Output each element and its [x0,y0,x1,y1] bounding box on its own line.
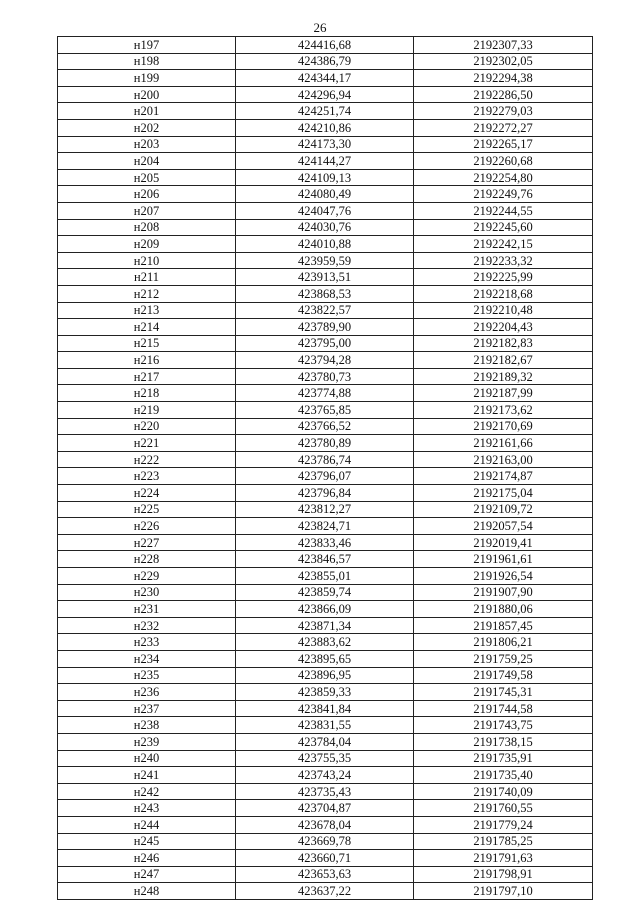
x-coordinate-cell: 424251,74 [236,103,414,120]
point-id-cell: н218 [58,385,236,402]
point-id-cell: н215 [58,335,236,352]
y-coordinate-cell: 2192161,66 [414,435,593,452]
point-id-cell: н208 [58,219,236,236]
table-row [58,186,593,203]
table-row [58,634,593,651]
point-id-cell: н204 [58,153,236,170]
coordinates-table [57,36,593,900]
y-coordinate-cell: 2191961,61 [414,551,593,568]
point-id-cell: н206 [58,186,236,203]
point-id-cell: н241 [58,767,236,784]
table-row [58,568,593,585]
point-id-cell: н203 [58,136,236,153]
x-coordinate-cell: 423913,51 [236,269,414,286]
table-row [58,402,593,419]
x-coordinate-cell: 423780,89 [236,435,414,452]
point-id-cell: н207 [58,202,236,219]
y-coordinate-cell: 2192218,68 [414,285,593,302]
y-coordinate-cell: 2192170,69 [414,418,593,435]
x-coordinate-cell: 423780,73 [236,368,414,385]
y-coordinate-cell: 2191797,10 [414,883,593,900]
y-coordinate-cell: 2191735,40 [414,767,593,784]
coordinates-table-body [58,37,593,900]
x-coordinate-cell: 423765,85 [236,402,414,419]
point-id-cell: н223 [58,468,236,485]
point-id-cell: н210 [58,252,236,269]
table-row [58,70,593,87]
table-row [58,850,593,867]
point-id-cell: н197 [58,37,236,54]
table-row [58,136,593,153]
point-id-cell: н243 [58,800,236,817]
point-id-cell: н246 [58,850,236,867]
y-coordinate-cell: 2191735,91 [414,750,593,767]
y-coordinate-cell: 2192187,99 [414,385,593,402]
x-coordinate-cell: 423678,04 [236,816,414,833]
y-coordinate-cell: 2192272,27 [414,119,593,136]
point-id-cell: н247 [58,866,236,883]
x-coordinate-cell: 423795,00 [236,335,414,352]
x-coordinate-cell: 423833,46 [236,534,414,551]
x-coordinate-cell: 424416,68 [236,37,414,54]
x-coordinate-cell: 423637,22 [236,883,414,900]
table-row [58,37,593,54]
y-coordinate-cell: 2192286,50 [414,86,593,103]
x-coordinate-cell: 423774,88 [236,385,414,402]
y-coordinate-cell: 2191791,63 [414,850,593,867]
point-id-cell: н225 [58,501,236,518]
table-row [58,468,593,485]
table-row [58,667,593,684]
point-id-cell: н198 [58,53,236,70]
table-row [58,236,593,253]
point-id-cell: н224 [58,485,236,502]
table-row [58,617,593,634]
table-row [58,219,593,236]
point-id-cell: н237 [58,700,236,717]
y-coordinate-cell: 2192189,32 [414,368,593,385]
table-row [58,53,593,70]
x-coordinate-cell: 423669,78 [236,833,414,850]
table-row [58,800,593,817]
point-id-cell: н236 [58,684,236,701]
y-coordinate-cell: 2192254,80 [414,169,593,186]
point-id-cell: н209 [58,236,236,253]
point-id-cell: н205 [58,169,236,186]
x-coordinate-cell: 423871,34 [236,617,414,634]
y-coordinate-cell: 2192242,15 [414,236,593,253]
y-coordinate-cell: 2191907,90 [414,584,593,601]
y-coordinate-cell: 2192057,54 [414,518,593,535]
x-coordinate-cell: 423824,71 [236,518,414,535]
table-row [58,816,593,833]
table-row [58,335,593,352]
point-id-cell: н242 [58,783,236,800]
point-id-cell: н235 [58,667,236,684]
point-id-cell: н216 [58,352,236,369]
table-row [58,103,593,120]
point-id-cell: н234 [58,650,236,667]
x-coordinate-cell: 423786,74 [236,451,414,468]
y-coordinate-cell: 2192245,60 [414,219,593,236]
table-row [58,169,593,186]
y-coordinate-cell: 2192109,72 [414,501,593,518]
table-row [58,368,593,385]
y-coordinate-cell: 2192182,83 [414,335,593,352]
y-coordinate-cell: 2192249,76 [414,186,593,203]
x-coordinate-cell: 423868,53 [236,285,414,302]
x-coordinate-cell: 424010,88 [236,236,414,253]
y-coordinate-cell: 2191760,55 [414,800,593,817]
y-coordinate-cell: 2191785,25 [414,833,593,850]
y-coordinate-cell: 2192233,32 [414,252,593,269]
y-coordinate-cell: 2192302,05 [414,53,593,70]
x-coordinate-cell: 423846,57 [236,551,414,568]
table-row [58,833,593,850]
y-coordinate-cell: 2191743,75 [414,717,593,734]
point-id-cell: н245 [58,833,236,850]
y-coordinate-cell: 2192173,62 [414,402,593,419]
table-row [58,601,593,618]
table-row [58,485,593,502]
table-row [58,269,593,286]
point-id-cell: н199 [58,70,236,87]
y-coordinate-cell: 2191738,15 [414,733,593,750]
point-id-cell: н226 [58,518,236,535]
x-coordinate-cell: 423794,28 [236,352,414,369]
point-id-cell: н230 [58,584,236,601]
y-coordinate-cell: 2191745,31 [414,684,593,701]
y-coordinate-cell: 2192163,00 [414,451,593,468]
y-coordinate-cell: 2192175,04 [414,485,593,502]
table-row [58,650,593,667]
point-id-cell: н201 [58,103,236,120]
x-coordinate-cell: 423883,62 [236,634,414,651]
x-coordinate-cell: 423841,84 [236,700,414,717]
x-coordinate-cell: 423831,55 [236,717,414,734]
table-row [58,252,593,269]
y-coordinate-cell: 2192294,38 [414,70,593,87]
x-coordinate-cell: 423896,95 [236,667,414,684]
table-row [58,551,593,568]
table-row [58,153,593,170]
x-coordinate-cell: 424386,79 [236,53,414,70]
x-coordinate-cell: 423859,74 [236,584,414,601]
table-row [58,767,593,784]
point-id-cell: н219 [58,402,236,419]
x-coordinate-cell: 423855,01 [236,568,414,585]
point-id-cell: н227 [58,534,236,551]
x-coordinate-cell: 423735,43 [236,783,414,800]
point-id-cell: н220 [58,418,236,435]
table-row [58,783,593,800]
table-row [58,501,593,518]
y-coordinate-cell: 2192244,55 [414,202,593,219]
point-id-cell: н211 [58,269,236,286]
y-coordinate-cell: 2192210,48 [414,302,593,319]
table-row [58,202,593,219]
table-row [58,534,593,551]
x-coordinate-cell: 423755,35 [236,750,414,767]
x-coordinate-cell: 423866,09 [236,601,414,618]
point-id-cell: н212 [58,285,236,302]
point-id-cell: н239 [58,733,236,750]
x-coordinate-cell: 423895,65 [236,650,414,667]
point-id-cell: н231 [58,601,236,618]
table-row [58,717,593,734]
table-row [58,451,593,468]
point-id-cell: н238 [58,717,236,734]
table-row [58,684,593,701]
y-coordinate-cell: 2192307,33 [414,37,593,54]
y-coordinate-cell: 2191806,21 [414,634,593,651]
y-coordinate-cell: 2192204,43 [414,319,593,336]
y-coordinate-cell: 2192225,99 [414,269,593,286]
point-id-cell: н202 [58,119,236,136]
table-row [58,584,593,601]
x-coordinate-cell: 423959,59 [236,252,414,269]
point-id-cell: н228 [58,551,236,568]
y-coordinate-cell: 2192182,67 [414,352,593,369]
page-number: 26 [313,20,327,35]
x-coordinate-cell: 424144,27 [236,153,414,170]
x-coordinate-cell: 424080,49 [236,186,414,203]
y-coordinate-cell: 2192019,41 [414,534,593,551]
y-coordinate-cell: 2191759,25 [414,650,593,667]
point-id-cell: н222 [58,451,236,468]
table-row [58,418,593,435]
y-coordinate-cell: 2191857,45 [414,617,593,634]
point-id-cell: н200 [58,86,236,103]
x-coordinate-cell: 423796,07 [236,468,414,485]
y-coordinate-cell: 2191880,06 [414,601,593,618]
table-row [58,883,593,900]
y-coordinate-cell: 2192265,17 [414,136,593,153]
x-coordinate-cell: 423743,24 [236,767,414,784]
x-coordinate-cell: 424210,86 [236,119,414,136]
y-coordinate-cell: 2191740,09 [414,783,593,800]
x-coordinate-cell: 424344,17 [236,70,414,87]
point-id-cell: н233 [58,634,236,651]
y-coordinate-cell: 2191779,24 [414,816,593,833]
y-coordinate-cell: 2192260,68 [414,153,593,170]
table-row [58,866,593,883]
table-row [58,119,593,136]
table-row [58,518,593,535]
x-coordinate-cell: 424109,13 [236,169,414,186]
point-id-cell: н221 [58,435,236,452]
y-coordinate-cell: 2191749,58 [414,667,593,684]
point-id-cell: н229 [58,568,236,585]
table-row [58,750,593,767]
table-row [58,435,593,452]
table-row [58,700,593,717]
x-coordinate-cell: 423822,57 [236,302,414,319]
point-id-cell: н248 [58,883,236,900]
table-row [58,302,593,319]
y-coordinate-cell: 2191798,91 [414,866,593,883]
x-coordinate-cell: 423796,84 [236,485,414,502]
point-id-cell: н214 [58,319,236,336]
x-coordinate-cell: 424030,76 [236,219,414,236]
table-row [58,352,593,369]
point-id-cell: н232 [58,617,236,634]
point-id-cell: н213 [58,302,236,319]
table-row [58,385,593,402]
x-coordinate-cell: 424173,30 [236,136,414,153]
point-id-cell: н244 [58,816,236,833]
x-coordinate-cell: 423704,87 [236,800,414,817]
x-coordinate-cell: 423859,33 [236,684,414,701]
y-coordinate-cell: 2192174,87 [414,468,593,485]
table-row [58,319,593,336]
y-coordinate-cell: 2191744,58 [414,700,593,717]
table-row [58,285,593,302]
table-row [58,733,593,750]
point-id-cell: н240 [58,750,236,767]
table-row [58,86,593,103]
y-coordinate-cell: 2192279,03 [414,103,593,120]
x-coordinate-cell: 423653,63 [236,866,414,883]
x-coordinate-cell: 423766,52 [236,418,414,435]
x-coordinate-cell: 423812,27 [236,501,414,518]
x-coordinate-cell: 423660,71 [236,850,414,867]
y-coordinate-cell: 2191926,54 [414,568,593,585]
x-coordinate-cell: 424047,76 [236,202,414,219]
x-coordinate-cell: 424296,94 [236,86,414,103]
point-id-cell: н217 [58,368,236,385]
x-coordinate-cell: 423789,90 [236,319,414,336]
x-coordinate-cell: 423784,04 [236,733,414,750]
